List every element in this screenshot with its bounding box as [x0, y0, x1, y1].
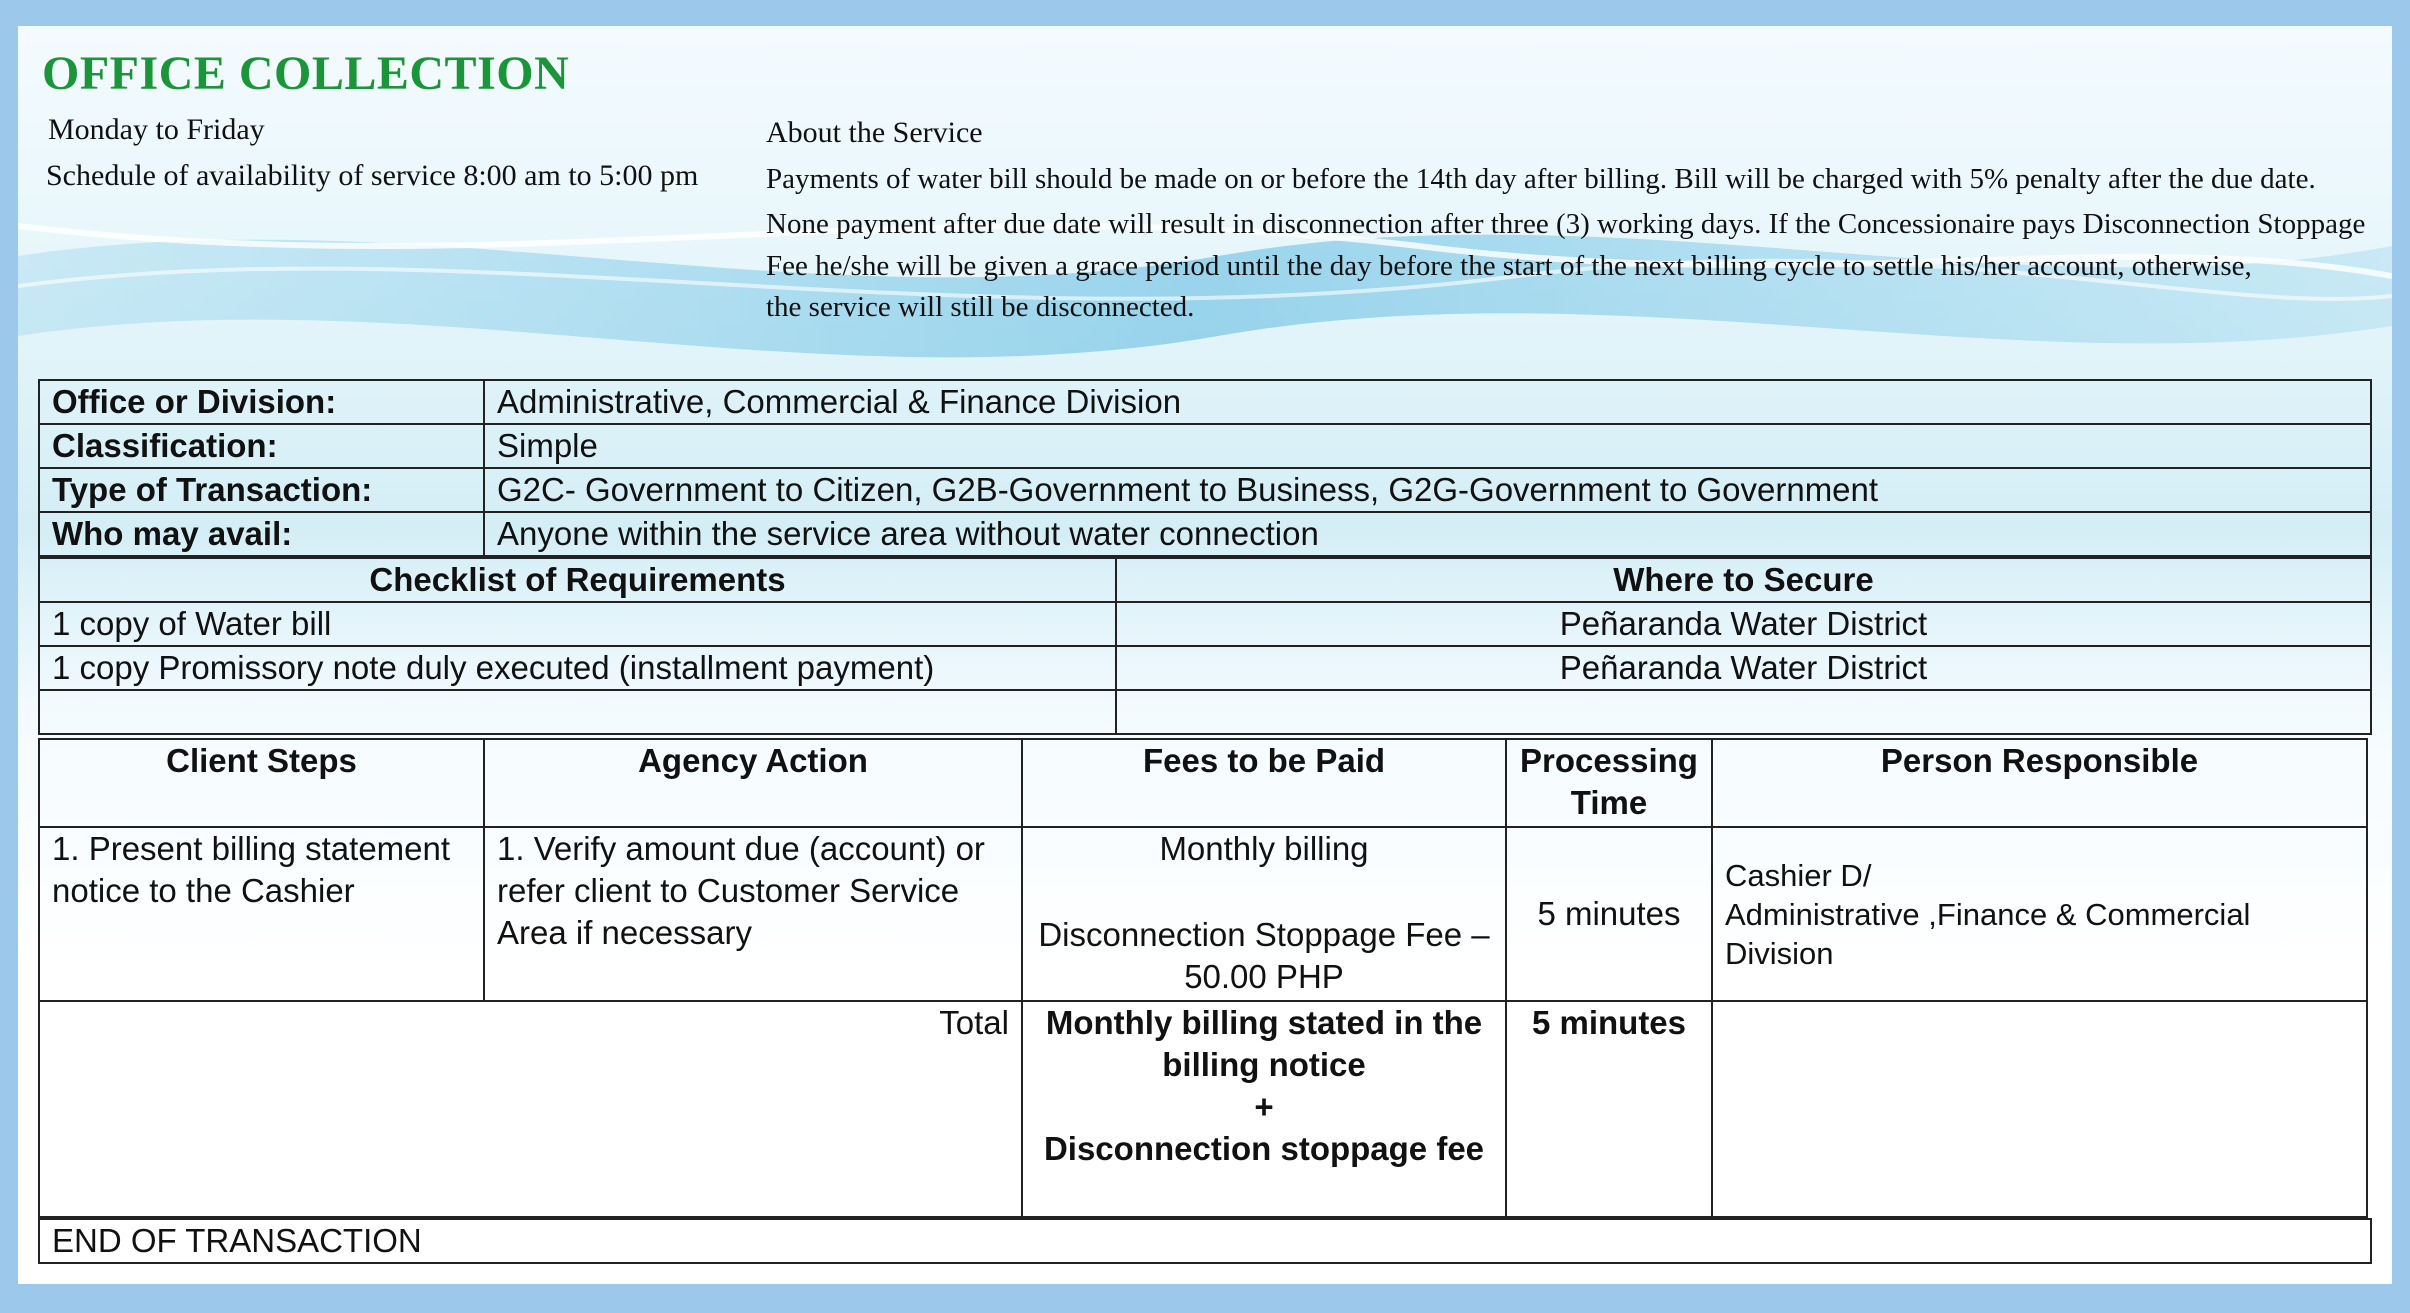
- info-label: Classification:: [39, 424, 484, 468]
- fee-monthly: Monthly billing: [1159, 830, 1369, 867]
- requirement-item: 1 copy Promissory note duly executed (installment payment): [39, 646, 1116, 690]
- processing-time-header: Processing Time: [1506, 739, 1712, 827]
- processing-time: 5 minutes: [1506, 827, 1712, 1001]
- requirement-row: [39, 602, 2371, 646]
- info-label: Office or Division:: [39, 380, 484, 424]
- about-line: Payments of water bill should be made on or before the 14th day after billing. Bill will be charged with 5% penalty after the due date.: [766, 163, 2316, 195]
- person-line: Cashier D/: [1725, 857, 1872, 893]
- steps-header-row: [39, 739, 2367, 827]
- steps-table: [38, 738, 2368, 1218]
- info-row: [39, 424, 2371, 468]
- about-heading: About the Service: [766, 116, 983, 149]
- total-fee-cell: [1022, 1001, 1506, 1217]
- requirements-header: Checklist of Requirements: [39, 558, 1116, 602]
- info-row: [39, 468, 2371, 512]
- about-line: Fee he/she will be given a grace period until the day before the start of the next billing cycle to settle his/her account, otherwise,: [766, 250, 2252, 282]
- info-value: G2C- Government to Citizen, G2B-Government to Business, G2G-Government to Government: [484, 468, 2371, 512]
- total-row: [39, 1001, 2367, 1217]
- requirement-item: [39, 690, 1116, 734]
- requirement-source: Peñaranda Water District: [1116, 602, 2371, 646]
- client-steps-header: Client Steps: [39, 739, 484, 827]
- service-board: [18, 26, 2392, 1284]
- info-row: [39, 380, 2371, 424]
- requirement-row: [39, 646, 2371, 690]
- requirements-table: [38, 557, 2372, 735]
- person-responsible-header: Person Responsible: [1712, 739, 2367, 827]
- info-value: Anyone within the service area without water connection: [484, 512, 2371, 556]
- agency-action-header: Agency Action: [484, 739, 1022, 827]
- total-label: Total: [39, 1001, 1022, 1217]
- about-line: None payment after due date will result in disconnection after three (3) working days. If the Concessionaire pays Disconnection Stoppage: [766, 208, 2366, 240]
- total-fee-plus: +: [1254, 1088, 1274, 1125]
- fees-header: Fees to be Paid: [1022, 739, 1506, 827]
- fee-disconnection: Disconnection Stoppage Fee – 50.00 PHP: [1038, 916, 1490, 995]
- info-table: [38, 379, 2372, 557]
- fee-cell: [1022, 827, 1506, 1001]
- info-value: Administrative, Commercial & Finance Division: [484, 380, 2371, 424]
- info-label: Who may avail:: [39, 512, 484, 556]
- requirement-row: [39, 690, 2371, 734]
- total-person: [1712, 1001, 2367, 1217]
- client-step: 1. Present billing statement notice to the Cashier: [39, 827, 484, 1001]
- requirement-source: [1116, 690, 2371, 734]
- end-table: [38, 1218, 2372, 1264]
- where-to-secure-header: Where to Secure: [1116, 558, 2371, 602]
- page-title: OFFICE COLLECTION: [42, 47, 570, 100]
- schedule-days: Monday to Friday: [48, 113, 265, 146]
- schedule-hours: Schedule of availability of service 8:00 am to 5:00 pm: [46, 159, 699, 192]
- agency-action: 1. Verify amount due (account) or refer client to Customer Service Area if necessary: [484, 827, 1022, 1001]
- total-fee-line: Disconnection stoppage fee: [1043, 1130, 1485, 1167]
- step-row: [39, 827, 2367, 1001]
- total-time: 5 minutes: [1506, 1001, 1712, 1217]
- requirements-header-row: [39, 558, 2371, 602]
- person-line: Administrative ,Finance & Commercial Division: [1725, 896, 2251, 971]
- requirement-item: 1 copy of Water bill: [39, 602, 1116, 646]
- end-row: [39, 1219, 2371, 1263]
- info-row: [39, 512, 2371, 556]
- total-fee-line: Monthly billing stated in the billing notice: [1045, 1004, 1483, 1083]
- end-of-transaction: END OF TRANSACTION: [39, 1219, 2371, 1263]
- person-cell: [1712, 827, 2367, 1001]
- about-line: the service will still be disconnected.: [766, 291, 1195, 323]
- requirement-source: Peñaranda Water District: [1116, 646, 2371, 690]
- info-label: Type of Transaction:: [39, 468, 484, 512]
- info-value: Simple: [484, 424, 2371, 468]
